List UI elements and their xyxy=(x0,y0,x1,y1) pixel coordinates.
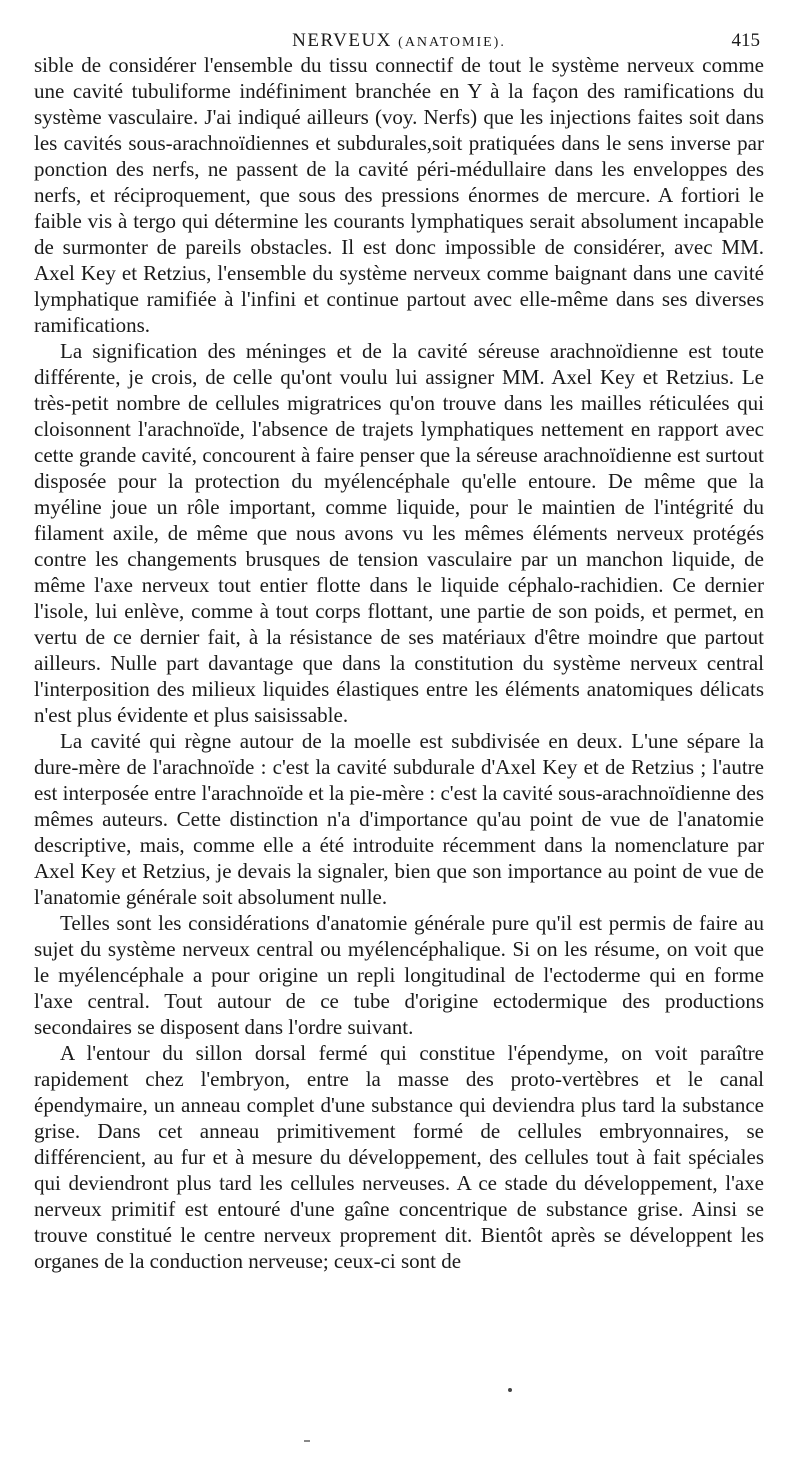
paragraph-5: A l'entour du sillon dorsal fermé qui constitue l'épendyme, on voit paraître rapidement chez l'embryon, entre la masse des proto-vertèbres et le canal épendymaire, un anneau complet d'une substance qui deviendra plus tard la substance grise. Dans cet anneau primitivement formé de cellules embryonnaires, se différencient, au fur et à mesure du développement, des cellules tout à fait spéciales qui deviendront plus tard les cellules nerveuses. A ce stade du développement, l'axe nerveux primitif est entouré d'une gaîne concentrique de substance grise. Ainsi se trouve constitué le centre nerveux proprement dit. Bientôt après se développent les organes de la conduction nerveuse; ceux-ci sont de xyxy=(34,1041,764,1273)
header-title: NERVEUX xyxy=(292,30,392,51)
print-speck xyxy=(508,1388,512,1392)
paragraph-1: sible de considérer l'ensemble du tissu connectif de tout le système nerveux comme une cavité tubuliforme indéfiniment branchée en Y à la façon des ramifications du système vasculaire. J'ai indiqué ailleurs (voy. Nerfs) que les injections faites soit dans les cavités sous-arachnoïdiennes et subdurales,soit pratiquées dans le sens inverse par ponction des nerfs, ne passent de la cavité péri-médullaire dans les enveloppes des nerfs, et réciproquement, que sous des pressions énormes de mercure. A fortiori le faible vis à tergo qui détermine les courants lymphatiques serait absolument incapable de surmonter de pareils obstacles. Il est donc impossible de considérer, avec MM. Axel Key et Retzius, l'ensemble du système nerveux comme baignant dans une cavité lymphatique ramifiée à l'infini et continue partout avec elle-même dans ses diverses ramifications. xyxy=(34,53,764,337)
header-subtitle: (ANATOMIE). xyxy=(398,35,506,50)
paragraph-4: Telles sont les considérations d'anatomie générale pure qu'il est permis de faire au sujet du système nerveux central ou myélencéphalique. Si on les résume, on voit que le myélencéphale a pour origine un repli longitudinal de l'ectoderme qui en forme l'axe central. Tout autour de ce tube d'origine ectodermique des productions secondaires se disposent dans l'ordre suivant. xyxy=(34,911,764,1039)
paragraph-3: La cavité qui règne autour de la moelle est subdivisée en deux. L'une sépare la dure-mère de l'arachnoïde : c'est la cavité subdurale d'Axel Key et de Retzius ; l'autre est interposée entre l'arachnoïde et la pie-mère : c'est la cavité sous-arachnoïdienne des mêmes auteurs. Cette distinction n'a d'importance qu'au point de vue de l'anatomie descriptive, mais, comme elle a été introduite récemment dans la nomenclature par Axel Key et Retzius, je devais la signaler, bien que son importance au point de vue de l'anatomie générale soit absolument nulle. xyxy=(34,729,764,909)
page-number: 415 xyxy=(731,30,760,51)
running-header xyxy=(34,18,764,52)
print-speck-2 xyxy=(304,1440,310,1442)
body-text xyxy=(34,52,764,1274)
running-title xyxy=(34,30,764,52)
paragraph-2: La signification des méninges et de la cavité séreuse arachnoïdienne est toute différente, je crois, de celle qu'ont voulu lui assigner MM. Axel Key et Retzius. Le très-petit nombre de cellules migratrices qu'on trouve dans les mailles réticulées qui cloisonnent l'arachnoïde, l'absence de trajets lymphatiques nettement en rapport avec cette grande cavité, concourent à faire penser que la séreuse arachnoïdienne est surtout disposée pour la protection du myélencéphale qu'elle entoure. De même que la myéline joue un rôle important, comme liquide, pour le maintien de l'intégrité du filament axile, de même que nous avons vu les mêmes éléments nerveux protégés contre les changements brusques de tension vasculaire par un manchon liquide, de même l'axe nerveux tout entier flotte dans le liquide céphalo-rachidien. Ce dernier l'isole, lui enlève, comme à tout corps flottant, une partie de son poids, et permet, en vertu de ce dernier fait, à la résistance de ses matériaux d'être moindre que partout ailleurs. Nulle part davantage que dans la constitution du système nerveux central l'interposition des milieux liquides élastiques entre les éléments anatomiques délicats n'est plus évidente et plus saisissable. xyxy=(34,339,764,727)
